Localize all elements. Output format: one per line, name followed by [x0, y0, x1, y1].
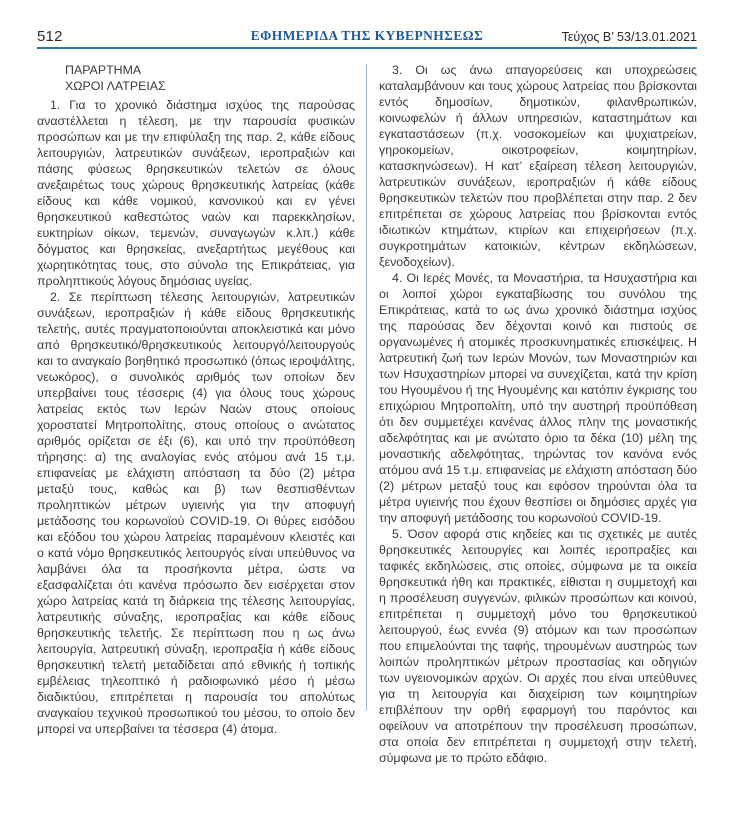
document-body [37, 62, 697, 766]
annex-title: ΠΑΡΑΡΤΗΜΑ [65, 63, 142, 77]
body-paragraph-4: 4. Οι Ιερές Μονές, τα Μοναστήρια, τα Ησυχαστήρια και οι λοιποί χώροι εγκαταβίωσης του συνόλου της Επικράτειας, κατά το ως άνω χρονικό διάστημα ισχύος της παρούσας δεν δέχονται κοινό και πιστούς σε οργανωμένες ή ατομικές προσκυνηματικές επισκέψεις. Η λατρευτική ζωή των Ιερών Μονών, των Μοναστηριών και των Ησυχαστηρίων μπορεί να συνεχίζεται, κατά την κρίση του Ηγουμένου ή της Ηγουμένης και κατόπιν έγκρισης του επιχώριου Μητροπολίτη, υπό την αυστηρή προϋπόθεση ότι δεν συμμετέχει κανένας άλλος πλην της μοναστικής αδελφότητας και με ανώτατο όριο τα δέκα (10) μέλη της μοναστικής αδελφότητας, τηρώντας τον κανόνα ενός ατόμου ανά 15 τ.μ. επιφανείας με ελάχιστη απόσταση δύο (2) μέτρων μεταξύ τους και εφόσον τηρούνται όλα τα μέτρα υγιεινής που έχουν θεσπίσει οι δημόσιες αρχές για την αποφυγή μετάδοσης του κορωνοϊού COVID-19. [379, 271, 697, 525]
annex-heading [37, 62, 355, 94]
body-paragraph-2: 2. Σε περίπτωση τέλεσης λειτουργιών, λατρευτικών συνάξεων, ιεροπραξιών ή κάθε είδους θρησκευτικής τελετής, αυτές πραγματοποιούνται αποκλειστικά και μόνο από θρησκευτικό/θρησκευτικούς λειτουργό/λειτουργούς και το αναγκαίο βοηθητικό προσωπικό (όπως ιεροψάλτης, νεωκόρος), ο συνολικός αριθμός των οποίων δεν υπερβαίνει τους τέσσερις (4) για όλους τους χώρους λατρείας εκτός των Ιερών Ναών στους οποίους χοροστατεί Μητροπολίτης, στους οποίους ο ανώτατος αριθμός ορίζεται σε έξι (6), και υπό την προϋπόθεση τήρησης: α) της αναλογίας ενός ατόμου ανά 15 τ.μ. επιφανείας με ελάχιστη απόσταση τα δύο (2) μέτρα μεταξύ τους, καθώς και β) των θεσπισθέντων προληπτικών μέτρων υγιεινής για την αποφυγή μετάδοσης του κορωνοϊού COVID-19. Οι θύρες εισόδου και εξόδου του χώρου λατρείας παραμένουν κλειστές και ο κατά νόμο θρησκευτικός λειτουργός είναι υπεύθυνος να λαμβάνει όλα τα προσήκοντα μέτρα, ώστε να εξασφαλίζεται ότι κανένα πρόσωπο δεν εισέρχεται στον χώρο λατρείας κατά τη διάρκεια της τέλεσης λειτουργίας, λατρευτικής σύναξης, ιεροπραξίας και κάθε είδους θρησκευτικής τελετής. Σε περίπτωση που η ως άνω λειτουργία, λατρευτική σύναξη, ιεροπραξία ή κάθε είδους θρησκευτική τελετή μεταδίδεται από εθνικής ή τοπικής εμβέλειας τηλεοπτικό ή ραδιοφωνικό μέσο ή μέσω διαδικτύου, επιτρέπεται η παρουσία του απολύτως αναγκαίου τεχνικού προσωπικού του μέσου, το οποίο δεν μπορεί να υπερβαίνει τα τέσσερα (4) άτομα. [37, 290, 355, 736]
gazette-masthead-title: ΕΦΗΜΕΡΙΔΑ ΤΗΣ ΚΥΒΕΡΝΗΣΕΩΣ [250, 28, 484, 43]
page-number: 512 [37, 28, 63, 45]
left-column [37, 62, 355, 766]
body-paragraph-5: 5. Όσον αφορά στις κηδείες και τις σχετικές με αυτές θρησκευτικές λειτουργίες και λοιπές ιεροπραξίες και ταφικές εκδηλώσεις, στις οποίες, σύμφωνα με τα οικεία θρησκευτικά ήθη και πρακτικές, είθισται η συμμετοχή και η προσέλευση συγγενών, φιλικών προσώπων και κοινού, επιτρέπεται η συμμετοχή μόνο του θρησκευτικού λειτουργού, έως εννέα (9) ατόμων και των προσώπων που επιμελούνται της ταφής, τηρουμένων αυστηρώς των λοιπών προληπτικών μέτρων προστασίας και οδηγιών των υγειονομικών αρχών. Οι αρχές που είναι υπεύθυνες για τη λειτουργία και διαχείριση των κοιμητηρίων επιβλέπουν την ορθή εφαρμογή του παρόντος και οφείλουν να αποτρέπουν την προσέλευση προσώπων, στα οποία δεν επιτρέπεται η συμμετοχή στην τελετή, σύμφωνα με το πρώτο εδάφιο. [379, 527, 697, 765]
right-column [379, 62, 697, 766]
body-paragraph-3: 3. Οι ως άνω απαγορεύσεις και υποχρεώσεις καταλαμβάνουν και τους χώρους λατρείας που βρίσκονται εντός δημοσίων, δημοτικών, φιλανθρωπικών, κοινωφελών ή άλλων υπηρεσιών, καταστημάτων και εγκαταστάσεων (π.χ. νοσοκομείων και ψυχιατρείων, γηροκομείων, οικοτροφείων, κοιμητηρίων, κατασκηνώσεων). Η κατ’ εξαίρεση τέλεση λειτουργιών, λατρευτικών συνάξεων, ιεροπραξιών ή κάθε είδους θρησκευτικών τελετών που προβλέπεται στην παρ. 2 δεν επιτρέπεται σε χώρους λατρείας που βρίσκονται εντός ιδιωτικών κτημάτων, κτιρίων και επιχειρήσεων (π.χ. συγκροτημάτων κατοικιών, κέντρων εκδηλώσεων, ξενοδοχείων). [379, 63, 697, 269]
issue-label: Τεύχος Β’ 53/13.01.2021 [561, 30, 697, 44]
page-header [37, 24, 697, 46]
annex-subtitle: ΧΩΡΟΙ ΛΑΤΡΕΙΑΣ [65, 79, 166, 93]
body-paragraph-1: 1. Για το χρονικό διάστημα ισχύος της παρούσας αναστέλλεται η τέλεση, με την παρουσία φυσικών προσώπων και με την επιφύλαξη της παρ. 2, κάθε είδους λειτουργιών, λατρευτικών συνάξεων, ιεροπραξιών και πάσης φύσεως θρησκευτικών τελετών σε όλους ανεξαιρέτως τους χώρους θρησκευτικής λατρείας (κάθε είδους και κάθε νομικού, κανονικού και εν γένει θρησκευτικού καθεστώτος ναών και παρεκκλησίων, ευκτηρίων οίκων, τεμενών, συναγωγών κ.λπ.) κάθε δόγματος και θρησκείας, ανεξαρτήτως μεγέθους και χωρητικότητας τους, στο σύνολο της Επικράτειας, για προληπτικούς λόγους δημόσιας υγείας. [37, 98, 355, 288]
header-rule-line [37, 47, 697, 49]
